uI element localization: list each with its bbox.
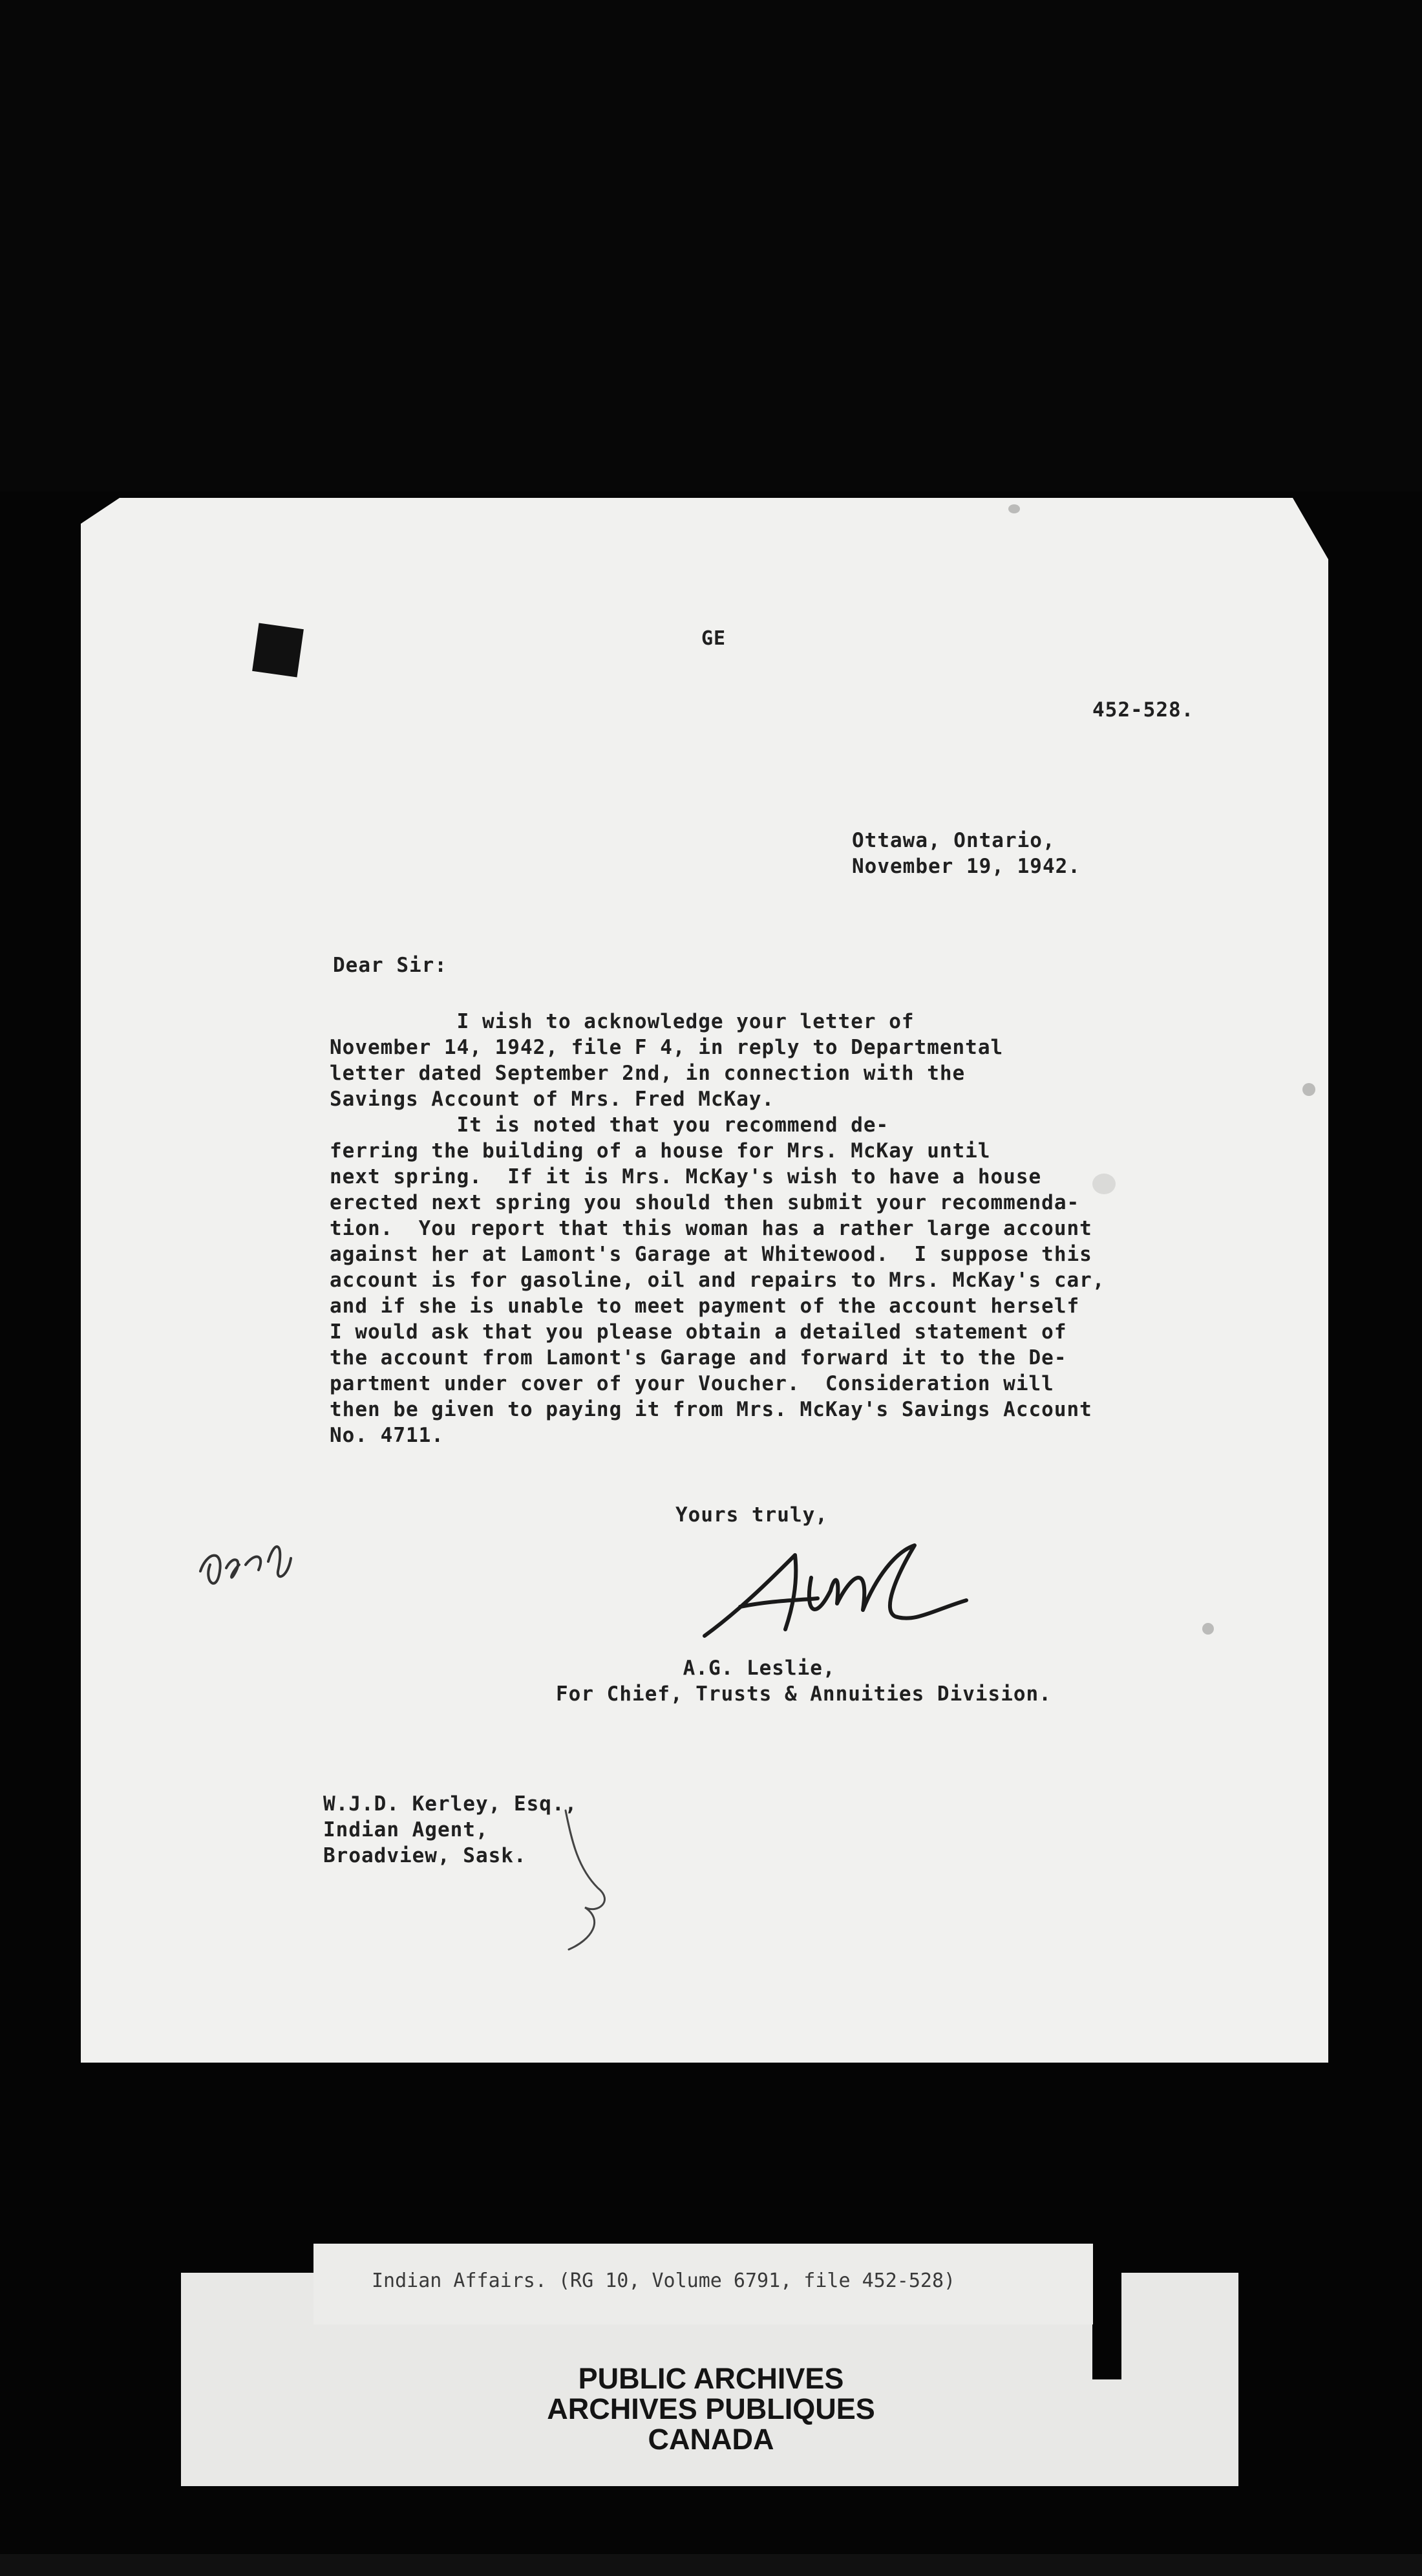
body-line: account is for gasoline, oil and repairs to Mrs. McKay's car,: [330, 1269, 1105, 1292]
salutation: Dear Sir:: [333, 954, 447, 977]
body-line: letter dated September 2nd, in connection with the: [330, 1062, 966, 1085]
body-line: Savings Account of Mrs. Fred McKay.: [330, 1088, 775, 1111]
body-line: then be given to paying it from Mrs. McKay's Savings Account: [330, 1398, 1092, 1421]
marginal-handwriting: [194, 1526, 304, 1587]
complimentary-close: Yours truly,: [675, 1503, 828, 1527]
stamp-line-french: ARCHIVES PUBLIQUES: [547, 2392, 875, 2425]
recipient-title: Indian Agent,: [323, 1818, 489, 1841]
body-line: It is noted that you recommend de-: [330, 1113, 889, 1137]
body-line: ferring the building of a house for Mrs. McKay until: [330, 1139, 991, 1163]
signature: [701, 1539, 973, 1649]
punch-hole-mark: [252, 623, 304, 677]
body-line: I would ask that you please obtain a detailed statement of: [330, 1320, 1067, 1344]
dateline-place: Ottawa, Ontario,: [852, 829, 1056, 852]
pencil-scrawl: [553, 1804, 624, 1953]
letter-body: [330, 1009, 1105, 1448]
body-line: erected next spring you should then submit your recommenda-: [330, 1191, 1080, 1214]
dateline: [852, 828, 1081, 879]
archive-reference: Indian Affairs. (RG 10, Volume 6791, file 452-528): [372, 2270, 956, 2292]
body-line: No. 4711.: [330, 1424, 444, 1447]
dateline-date: November 19, 1942.: [852, 855, 1081, 878]
file-number: 452-528.: [1092, 698, 1194, 722]
paper-speck: [1302, 1083, 1315, 1096]
stamp-line-country: CANADA: [648, 2423, 774, 2456]
stamp-line-english: PUBLIC ARCHIVES: [578, 2362, 844, 2395]
archives-stamp: [452, 2363, 970, 2454]
recipient-name: W.J.D. Kerley, Esq.,: [323, 1792, 578, 1816]
recipient-location: Broadview, Sask.: [323, 1844, 527, 1867]
body-line: tion. You report that this woman has a rather large account: [330, 1217, 1092, 1240]
body-line: partment under cover of your Voucher. Consideration will: [330, 1372, 1054, 1395]
body-line: and if she is unable to meet payment of the account herself: [330, 1294, 1080, 1318]
body-line: against her at Lamont's Garage at Whitewood. I suppose this: [330, 1243, 1092, 1266]
body-line: I wish to acknowledge your letter of: [330, 1010, 915, 1033]
microfilm-border-top: [0, 0, 1422, 491]
body-line: November 14, 1942, file F 4, in reply to Departmental: [330, 1036, 1004, 1059]
signatory-title: For Chief, Trusts & Annuities Division.: [556, 1682, 1052, 1706]
initials-mark: GE: [701, 627, 727, 650]
body-line: the account from Lamont's Garage and forward it to the De-: [330, 1346, 1067, 1369]
microfilm-border-bottom: [0, 2554, 1422, 2576]
body-line: next spring. If it is Mrs. McKay's wish to have a house: [330, 1165, 1042, 1188]
signature-block: [556, 1655, 1052, 1707]
paper-speck: [1202, 1623, 1214, 1635]
signatory-name: A.G. Leslie,: [556, 1657, 836, 1680]
paper-speck: [1008, 504, 1020, 513]
recipient-address: [323, 1791, 577, 1869]
